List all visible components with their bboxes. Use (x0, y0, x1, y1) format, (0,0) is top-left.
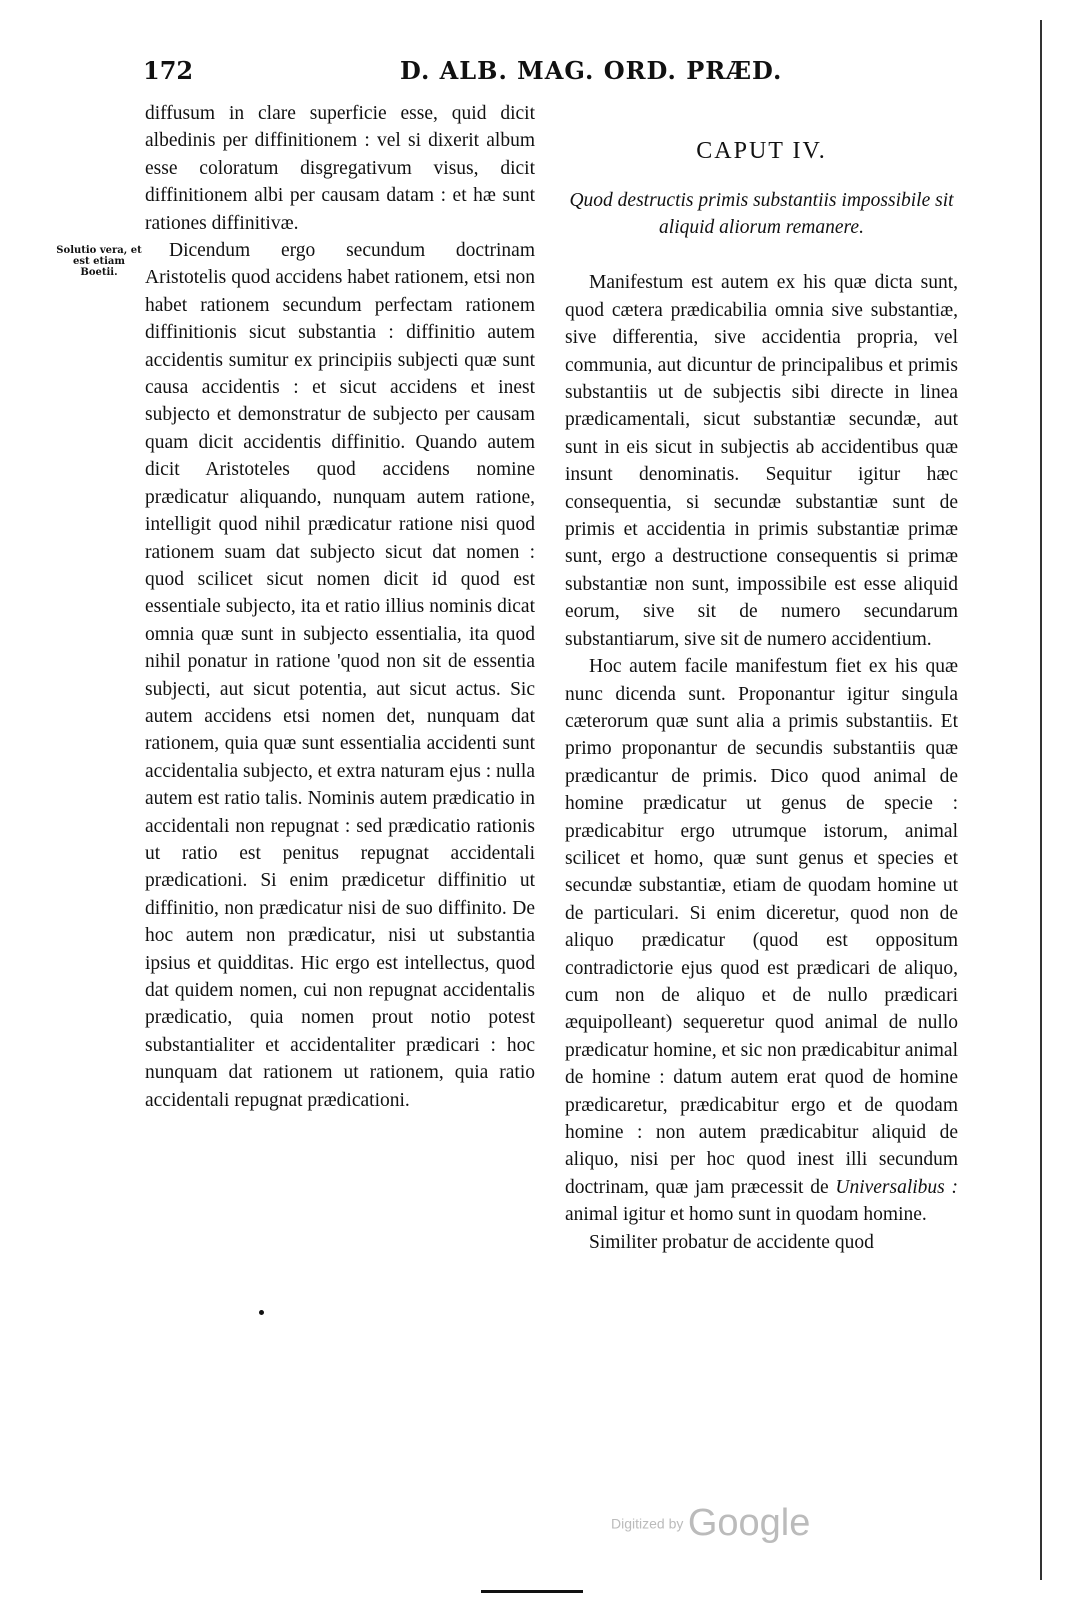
chapter-title: CAPUT IV. (696, 138, 827, 164)
right-column (565, 138, 958, 1256)
ink-dot (259, 1310, 264, 1315)
right-paragraph-3: Similiter probatur de accidente quod (589, 1231, 874, 1253)
right-paragraph-2 (565, 653, 958, 1229)
margin-note: Solutio vera, et est etiam Boetii. (56, 245, 142, 278)
left-paragraph-2: Dicendum ergo secundum doctrinam Aristotelis quod accidens habet rationem, etsi non habet rationem secundum perfectam rationem diffinitionis sicut substantia : diffinitio autem accidentis sumitur ex principiis subjecti quæ sunt causa accidentis : et sicut accidens et inest subjecto et demonstratur de subjecto per causam quam dicit accidentis diffinitio. Quando autem dicit Aristoteles quod accidens nomine prædicatur aliquando, nunquam autem ratione, intelligit quod nihil prædicatur ratione nisi quod rationem suam dat subjecto sicut dat nomen : quod scilicet sicut nomen dicit id quod est essentiale subjecto, ita et ratio illius nominis dicat omnia quæ sunt in subjecto essentialia, ita quod nihil ponatur in ratione 'quod non sit de essentia subjecti, aut sicut potentia, aut sicut actus. Sic autem accidens etsi nomen det, nunquam dat rationem, quia quæ sunt essentialia accidenti sunt accidentalia subjecto, et extra naturam ejus : nulla autem est ratio talis. Nominis autem prædicatio in accidentali non repugnat : sed prædicatio rationis ut ratio est penitus repugnat accidentali prædicationi. Si enim prædicetur diffinitio ut diffinitio, non prædicatur nisi de suo diffinito. De hoc autem non prædicatur, nisi ut substantia ipsius et quidditas. Hic ergo est intellectus, quod dat quidem nomen, cui non repugnat accidentalis prædicatio, quia nomen prout notio potest substantialiter et accidentaliter prædicari : hoc nunquam dat rationem ut rationem, quia ratio accidentali repugnat prædicationi. (145, 240, 535, 1111)
universalibus-reference: Universalibus : (835, 1176, 959, 1198)
bottom-rule (481, 1590, 583, 1593)
chapter-summary: Quod destructis primis substantiis impossibile sit aliquid aliorum remanere. (569, 190, 954, 239)
right-paragraph-1: Manifestum est autem ex his quæ dicta sunt, quod cætera prædicabilia omnia sive substantiæ, sive differentia, sive accidentia propria, vel communia, aut dicuntur de principalibus et primis substantiis ut de subjectis sibi directe in linea prædicamentali, sicut substantiæ secundæ, aut sunt in eis sicut in subjectis ab accidentibus quæ insunt denominatis. Sequitur igitur hæc consequentia, si secundæ substantiæ sunt de primis et accidentia in primis substantiæ primæ sunt, ergo a destructione consequentis si primæ substantiæ non sunt, impossibile est esse aliquid eorum, sive sit de numero secundarum substantiarum, sive sit de numero accidentium. (565, 272, 958, 650)
left-paragraph-1: diffusum in clare superficie esse, quid dicit albedinis per diffinitionem : vel si dixerit album esse coloratum disgregativum visus, dicit diffinitionem albi per causam datam : et hæ sunt rationes diffinitivæ. (145, 103, 535, 234)
running-head: D. ALB. MAG. ORD. PRÆD. (400, 56, 783, 85)
google-logo-text: Google (687, 1502, 811, 1544)
watermark-prefix: Digitized by (611, 1515, 684, 1532)
page-edge-rule (1040, 20, 1042, 1580)
page-number: 172 (143, 56, 194, 85)
left-column (145, 100, 535, 1114)
right-paragraph-2-text: Hoc autem facile manifestum fiet ex his quæ nunc dicenda sunt. Proponantur igitur singula cæterorum quæ sunt alia a primis substantiis. Et primo proponantur de secundis substantiis quæ prædicantur de primis. Dico quod animal de homine prædicatur ut genus de specie : prædicabitur ergo utrumque istorum, animal scilicet et homo, quæ sunt genus et species et secundæ substantiæ, etiam de quodam homine ut de particulari. Si enim diceretur, quod non de aliquo prædicatur (quod est oppositum contradictorie ejus quod est prædicari de aliquo, cum non de aliquo et de nullo prædicari æquipolleant) sequeretur quod animal de nullo prædicatur homine, et sic non prædicabitur animal de homine : datum autem erat quod de homine prædicaretur, prædicabitur ergo et de quodam homine : non autem prædicabitur aliquid de aliquo, nisi per hoc quod inest illi secundum doctrinam, quæ jam præcessit de (565, 656, 958, 1198)
digitized-watermark (611, 1502, 810, 1545)
right-paragraph-2-tail: animal igitur et homo sunt in quodam homine. (565, 1204, 927, 1226)
